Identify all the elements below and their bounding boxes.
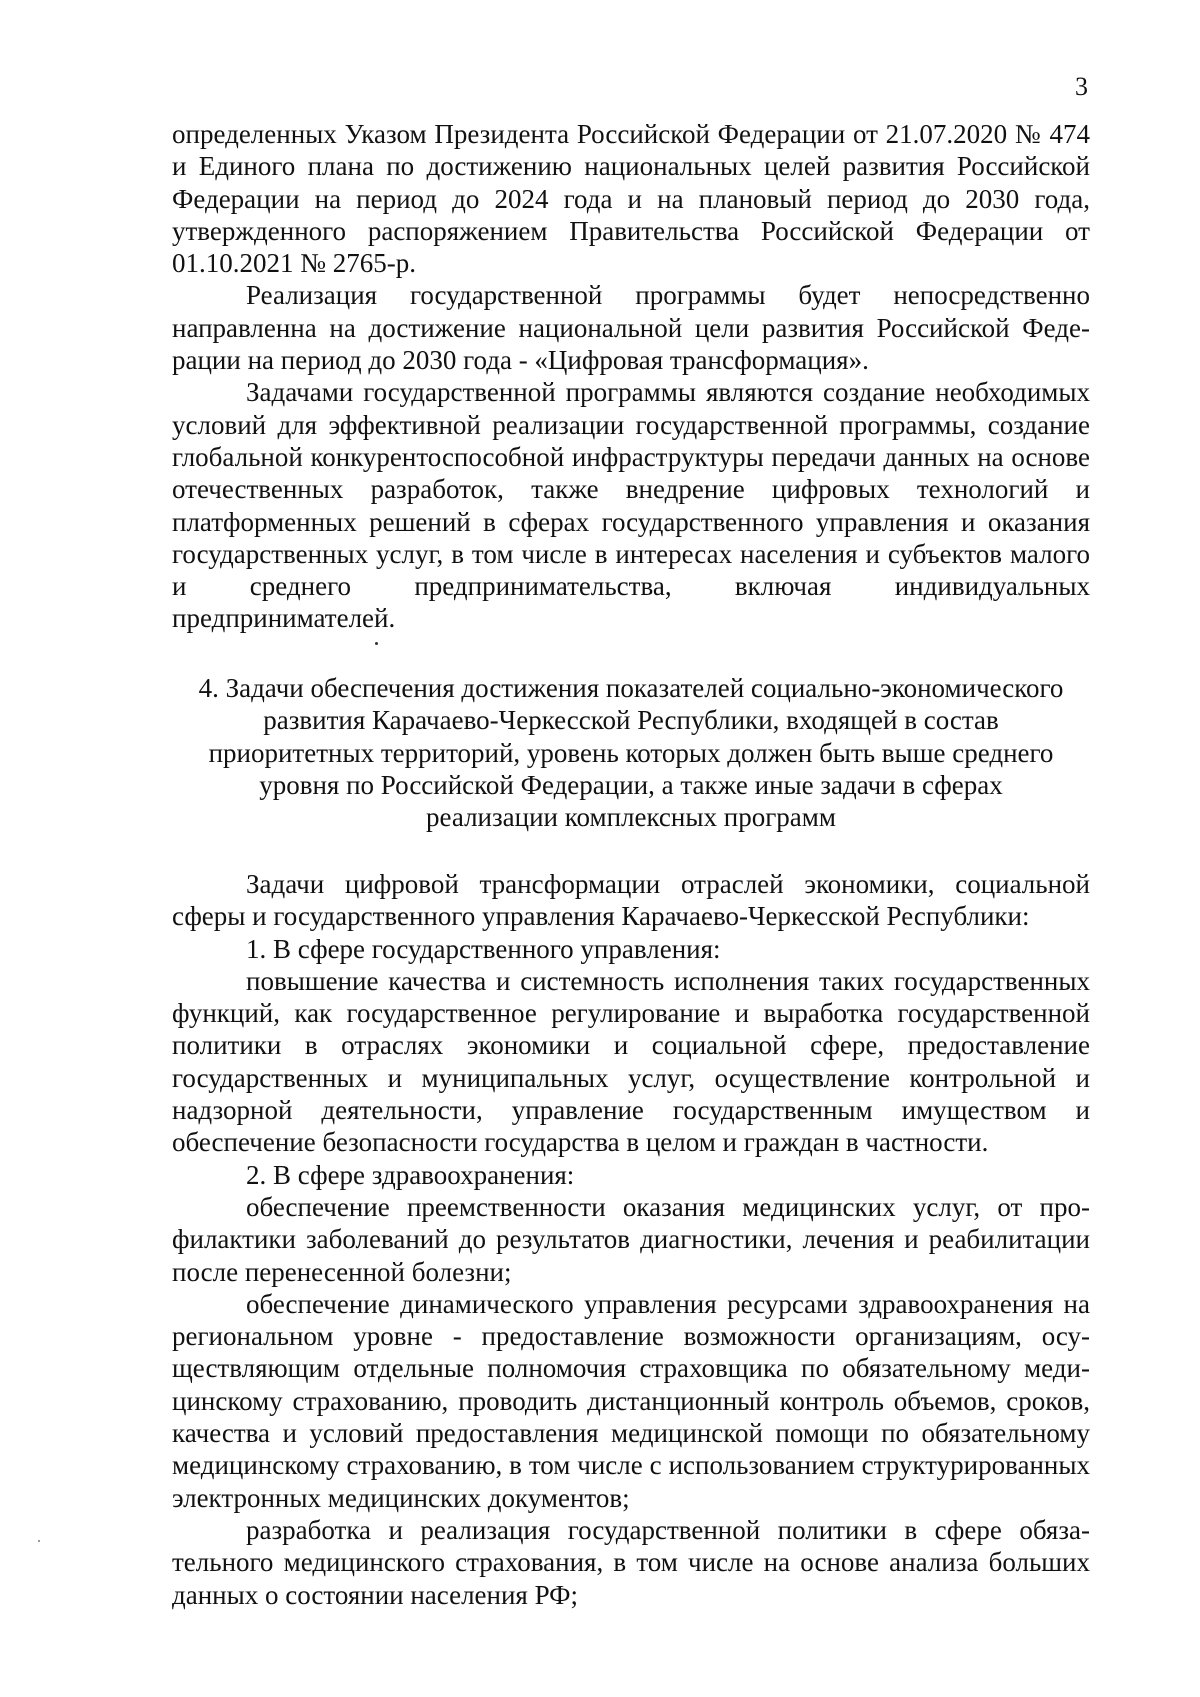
- list-heading: 2. В сфере здравоохранения:: [246, 1159, 575, 1190]
- heading-line: уровня по Российской Федерации, а также иные задачи в сферах: [259, 769, 1003, 800]
- section-heading: [172, 672, 1090, 833]
- heading-line: 4. Задачи обеспечения достижения показателей социально-экономического: [198, 673, 1064, 703]
- paragraph: Реализация государственной программы будет непосредственно направленна на достижение национальной цели развития Российской Федерации на период до 2030 года - «Цифровая трансформация».: [172, 280, 1090, 376]
- paragraph: повышение качества и системность исполнения таких государственных функций, как государственное регулирование и выработка государственной политики в отраслях экономики и социальной сфере, предоставление государственных и муниципальных услуг, осуществление контрольной и надзорной деятельности, управление государственным имуществом и обеспечение безопасности государства в целом и граждан в частности.: [172, 965, 1090, 1158]
- page-number: 3: [1075, 72, 1088, 101]
- paragraph: Задачи цифровой трансформации отраслей экономики, социальной сферы и государственного управления Карачаево-Черкесской Республики:: [172, 869, 1090, 932]
- paragraph: обеспечение динамического управления ресурсами здравоохранения на региональном уровне - предоставление возможности организациям, осуществляющим отдельные полномочия страховщика по обязательному медицинскому страхованию, проводить дистанционный контроль объемов, сроков, качества и условий предоставления медицинской помощи по обязательному медицинскому страхованию, в том числе с использованием структурированных электронных медицинских документов;: [172, 1288, 1090, 1513]
- paragraph: обеспечение преемственности оказания медицинских услуг, от профилактики заболеваний до результатов диагностики, лечения и реабилитации после перенесенной болезни;: [172, 1191, 1090, 1287]
- scan-speck: [375, 642, 378, 645]
- paragraph: определенных Указом Президента Российской Федерации от 21.07.2020 № 474 и Единого плана по достижению национальных целей развития Российской Федерации на период до 2024 года и на плановый период до 2030 года, утвержденного распоряжением Правительства Российской Федерации от 01.10.2021 № 2765-р.: [172, 119, 1090, 279]
- paragraph: разработка и реализация государственной политики в сфере обязательного медицинского страхования, в том числе на основе анализа больших данных о состоянии населения РФ;: [172, 1514, 1090, 1610]
- intro-text-block: [172, 118, 1090, 635]
- heading-line: реализации комплексных программ: [426, 802, 836, 833]
- paragraph: Задачами государственной программы являются создание необходимых условий для эффективной реализации государственной программы, создание глобальной конкурентоспособной инфраструктуры передачи данных на основе отечественных разработок, также внедрение цифровых технологий и платформенных решений в сферах государственного управления и оказания государственных услуг, в том числе в интересах населения и субъектов малого и среднего предпринимательства, включая индивидуальных предпринимателей.: [172, 377, 1090, 634]
- heading-line: развития Карачаево-Черкесской Республики, входящей в состав: [263, 705, 999, 736]
- heading-line: приоритетных территорий, уровень которых должен быть выше среднего: [208, 737, 1054, 768]
- scan-speck: [38, 1540, 40, 1542]
- list-heading: 1. В сфере государственного управления:: [246, 933, 721, 964]
- main-text-block: [172, 868, 1090, 1611]
